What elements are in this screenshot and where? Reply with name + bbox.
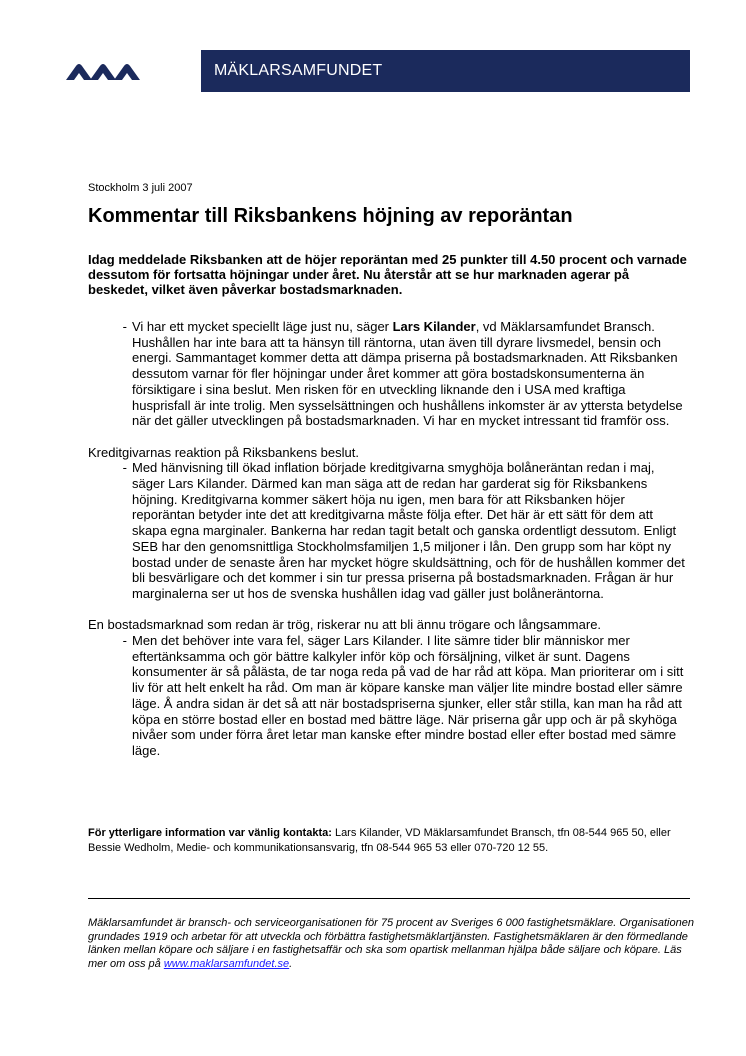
speaker-name: Lars Kilander	[392, 319, 476, 334]
section-intro: Kreditgivarnas reaktion på Riksbankens beslut.	[88, 444, 359, 460]
quote-block	[88, 319, 693, 429]
maklarsamfundet-logo-icon	[66, 62, 140, 80]
quote-block	[88, 460, 693, 601]
page-title: Kommentar till Riksbankens höjning av reporäntan	[88, 205, 573, 227]
website-link[interactable]: www.maklarsamfundet.se	[163, 957, 290, 970]
lead-paragraph: Idag meddelade Riksbanken att de höjer reporäntan med 25 punkter till 4.50 procent och varnade dessutom för fortsatta höjningar under året. Nu återstår att se hur marknaden agerar på beskedet, vilket även påverkar bostadsmarknaden.	[88, 252, 687, 297]
contact-info	[88, 826, 688, 855]
bullet-dash: -	[122, 319, 127, 334]
footer-text: Mäklarsamfundet är bransch- och serviceorganisationen för 75 procent av Sveriges 6 000 fastighetsmäklare. Organisationen grundades 1919 och arbetar för att utveckla och förbättra fastighetsmäklartjänsten. Fastighetsmäklaren är den förmedlande länken mellan köpare och säljare i en fastighetsaffär och ska som opartisk mellanman hjälpa både säljare och köpare. Läs mer om oss på	[88, 917, 694, 970]
dateline: Stockholm 3 juli 2007	[88, 182, 193, 194]
bullet-dash: -	[122, 460, 127, 476]
footer-divider	[88, 898, 690, 899]
article-body	[88, 319, 693, 759]
bullet-dash: -	[122, 633, 127, 649]
quote-block	[88, 633, 693, 759]
org-name-banner	[201, 50, 690, 92]
quote-text: Vi har ett mycket speciellt läge just nu, säger Lars Kilander, vd Mäklarsamfundet Bransch. Hushållen har inte bara att ta hänsyn till räntorna, utan även till dyrare livsmedel, bensin och energi. Sammantaget kommer detta att dämpa priserna på bostadsmarknaden. Att Riksbanken dessutom varnar för fler höjningar under året kommer att göra bostadskonsumenterna än försiktigare i sina beslut. Men risken för en utveckling liknande den i USA med kraftiga husprisfall är inte trolig. Men sysselsättningen och hushållens inkomster är av yttersta betydelse när det gäller utvecklingen på bostadsmarknaden. Vi har en mycket intressant tid framför oss.	[132, 319, 683, 429]
section-intro: En bostadsmarknad som redan är trög, riskerar nu att bli ännu trögare och långsammare.	[88, 617, 602, 633]
quote-text: Men det behöver inte vara fel, säger Lars Kilander. I lite sämre tider blir människor mer eftertänksamma och gör bättre kalkyler inför köp och försäljning, vilket är sunt. Dagens konsumenter är så pålästa, de tar noga reda på vad de har råd att köpa. Man prioriterar om i sitt liv för att helt enkelt ha råd. Om man är köpare kanske man väljer lite mindre bostad eller sämre läge. Å andra sidan är det så att när bostadspriserna sjunker, eller står stilla, kan man ha råd att köpa en större bostad eller en bostad med bättre läge. När priserna går upp och är på skyhöga nivåer som under förra året letar man kanske efter mindre bostad eller efter bostad med sämre läge.	[132, 633, 684, 758]
org-name: MÄKLARSAMFUNDET	[214, 62, 383, 79]
contact-text: Lars Kilander, VD Mäklarsamfundet Bransch, tfn 08-544 965 50, eller Bessie Wedholm, Medie- och kommunikationsansvarig, tfn 08-544 965 53 eller 070-720 12 55.	[88, 827, 671, 854]
quote-text: Med hänvisning till ökad inflation började kreditgivarna smyghöja bolåneräntan redan i maj, säger Lars Kilander. Därmed kan man säga att de redan har garderat sig för Riksbankens höjning. Kreditgivarna kommer säkert höja nu igen, men bara för att Riksbanken höjer reporäntan betyder inte det att kreditgivarna måste följa efter. Det här är ett sätt för dem att skapa egna marginaler. Bankerna har redan tagit betalt och ganska ordentligt dessutom. Enligt SEB har den genomsnittliga Stockholmsfamiljen 1,5 miljoner i lån. Den grupp som har köpt ny bostad under de senaste åren har mycket högre skuldsättning, och för de hushållen kommer det bli besvärligare och det kommer i sin tur pressa priserna på bostadsmarknaden. Frågan är hur marginalerna ser ut hos de svenska hushållen idag vad gäller just bolåneräntorna.	[132, 460, 685, 601]
footer-boilerplate: Mäklarsamfundet är bransch- och serviceorganisationen för 75 procent av Sveriges 6 000 fastighetsmäklare. Organisationen grundades 1919 och arbetar för att utveckla och förbättra fastighetsmäklartjänsten. Fastighetsmäklaren är den förmedlande länken mellan köpare och säljare i en fastighetsaffär och ska som opartisk mellanman hjälpa både säljare och köpare. Läs mer om oss på www.maklarsamfundet.se.	[88, 917, 694, 970]
contact-label: För ytterligare information var vänlig kontakta:	[88, 827, 332, 839]
